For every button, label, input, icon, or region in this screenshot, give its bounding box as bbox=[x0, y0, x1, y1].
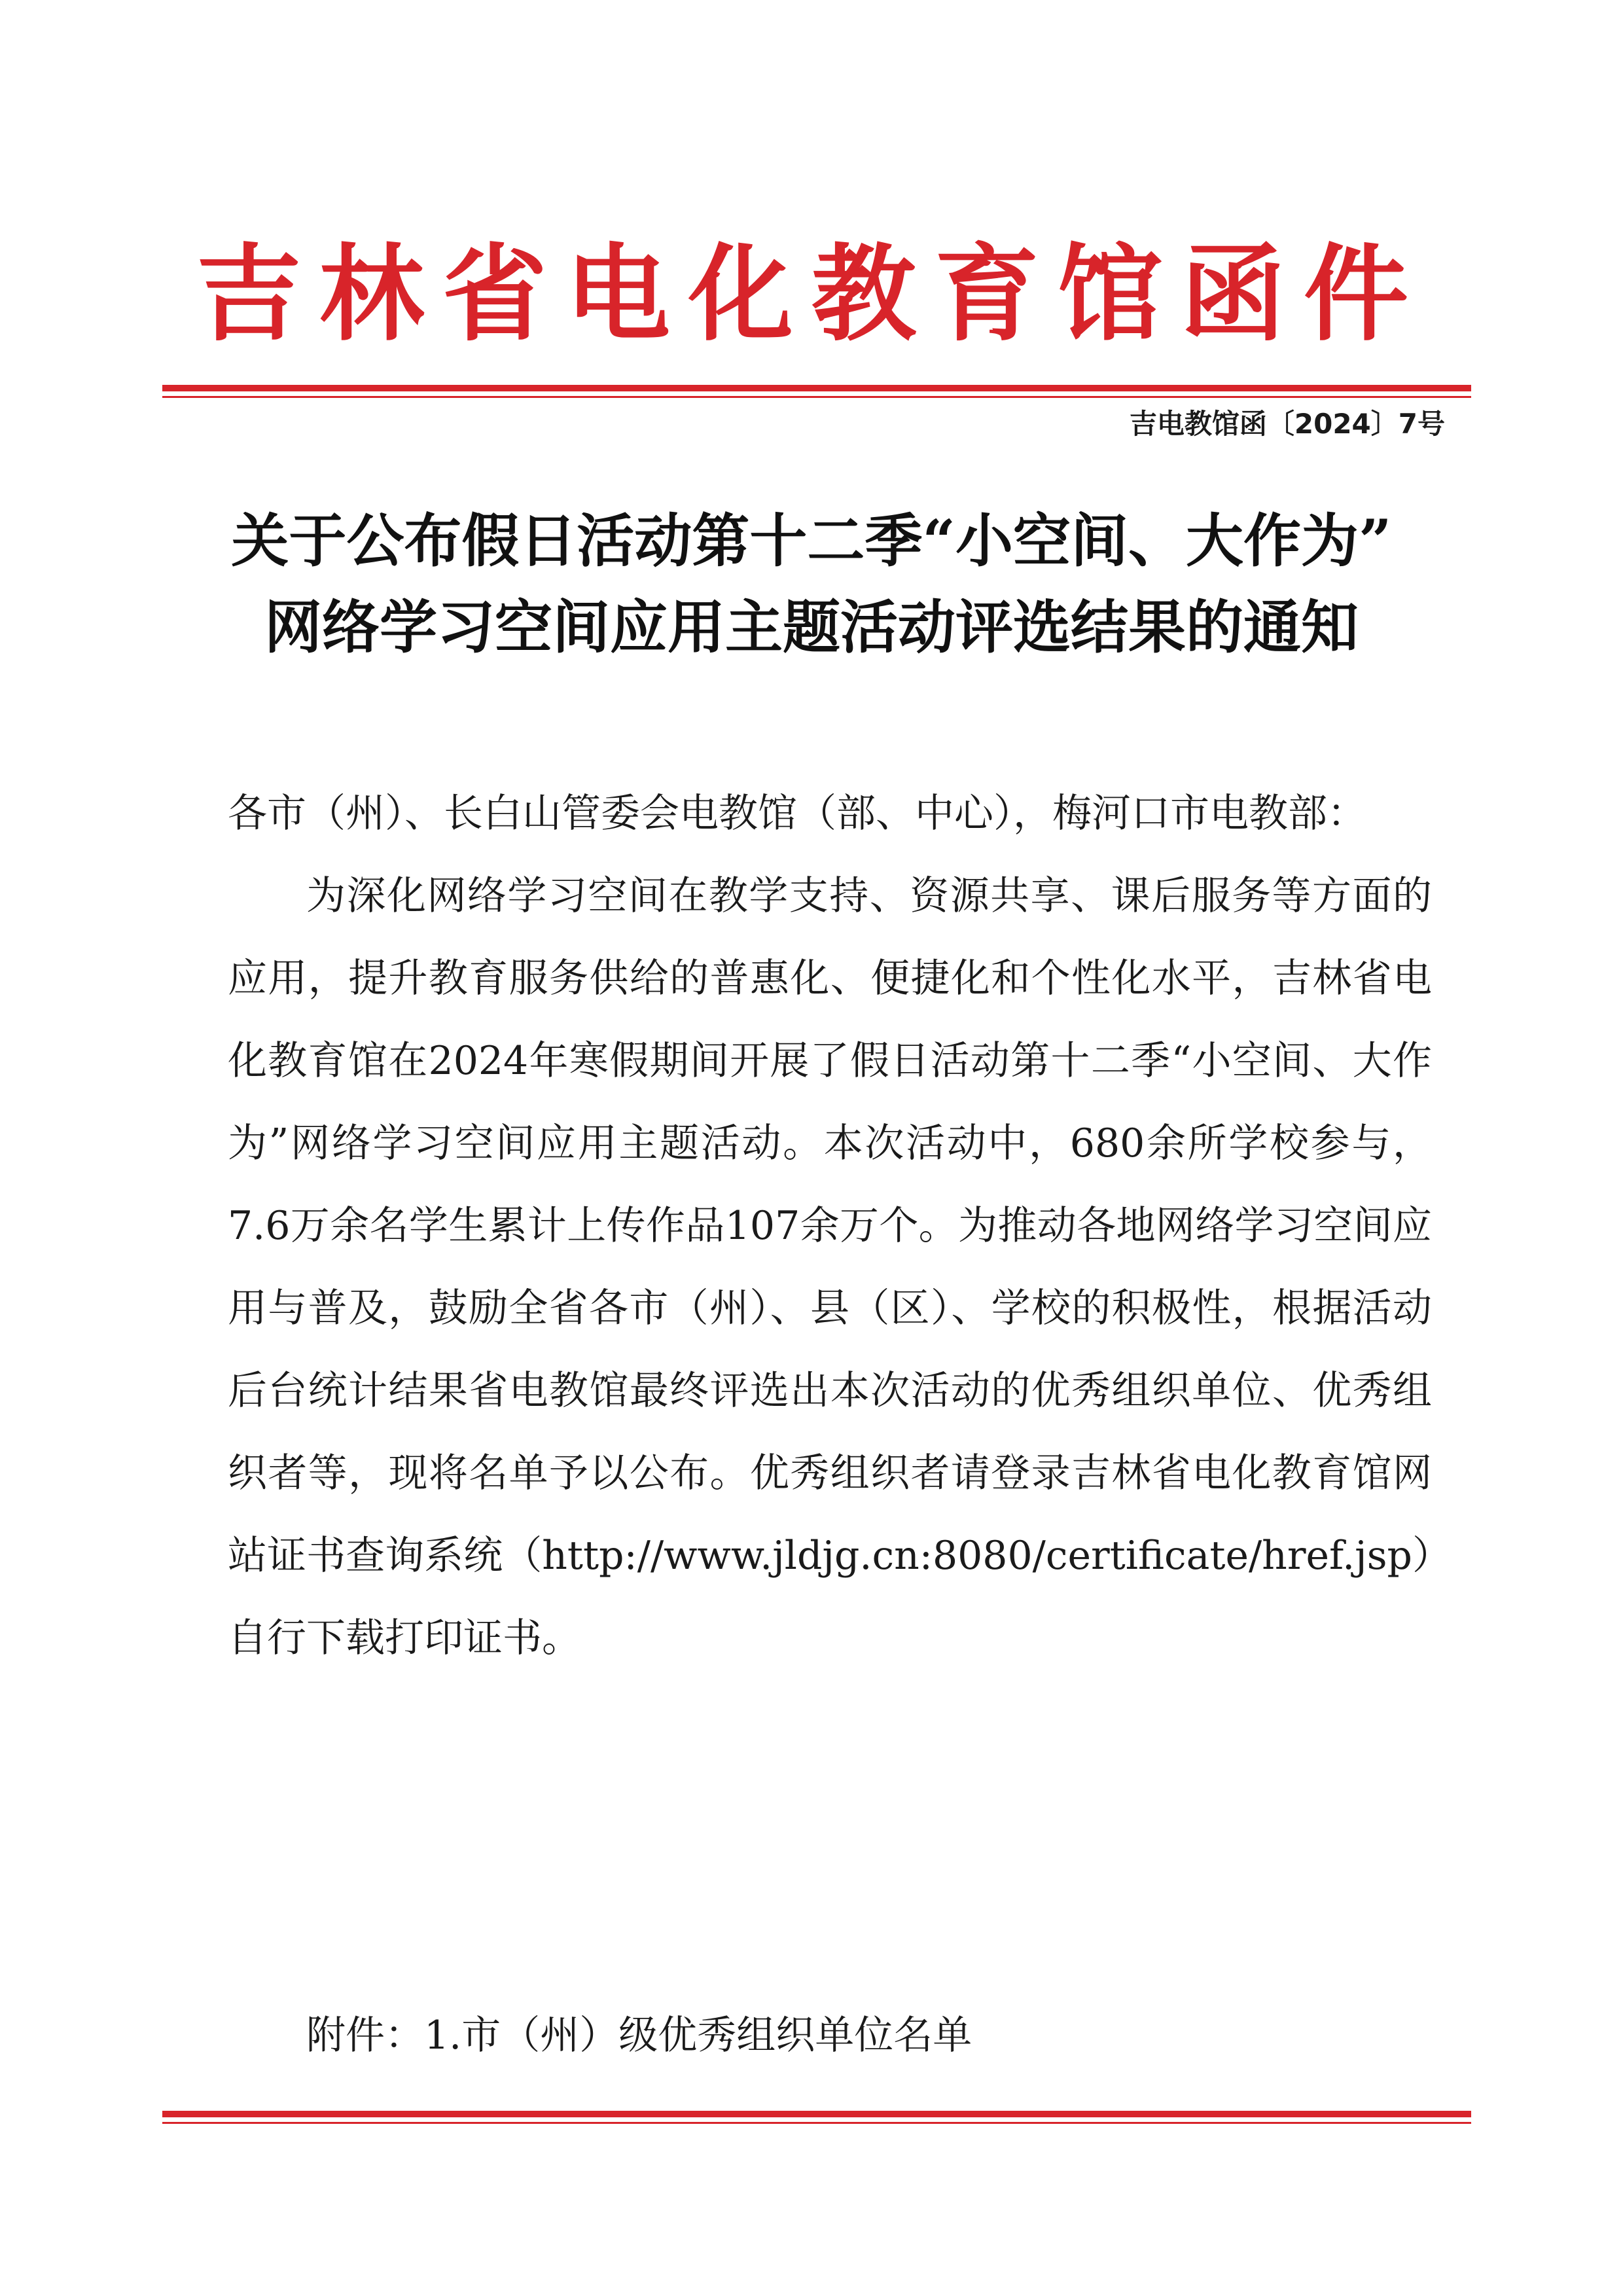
letterhead-divider-top bbox=[162, 385, 1471, 398]
footer-divider bbox=[162, 2111, 1471, 2124]
letterhead-title: 吉林省电化教育馆函件 bbox=[196, 233, 1427, 355]
document-number: 吉电教馆函〔2024〕7号 bbox=[1129, 408, 1445, 440]
body-paragraph: 为深化网络学习空间在教学支持、资源共享、课后服务等方面的应用，提升教育服务供给的普惠化、便捷化和个性化水平，吉林省电化教育馆在2024年寒假期间开展了假日活动第十二季“小空间、大作为”网络学习空间应用主题活动。本次活动中，680余所学校参与，7.6万余名学生累计上传作品107余万个。为推动各地网络学习空间应用与普及，鼓励全省各市（州）、县（区）、学校的积极性，根据活动后台统计结果省电教馆最终评选出本次活动的优秀组织单位、优秀组织者等，现将名单予以公布。优秀组织者请登录吉林省电化教育馆网站证书查询系统（http://www.jldjg.cn:8080/certificate/href.jsp）自行下载打印证书。 bbox=[228, 873, 1432, 1661]
notice-title-line-2: 网络学习空间应用主题活动评选结果的通知 bbox=[264, 593, 1359, 661]
notice-title bbox=[157, 497, 1466, 670]
notice-body bbox=[228, 772, 1432, 1679]
attachment-line: 附件：1.市（州）级优秀组织单位名单 bbox=[306, 2013, 972, 2058]
salutation: 各市（州）、长白山管委会电教馆（部、中心），梅河口市电教部： bbox=[228, 791, 1366, 836]
notice-title-line-1: 关于公布假日活动第十二季“小空间、大作为” bbox=[231, 507, 1392, 575]
